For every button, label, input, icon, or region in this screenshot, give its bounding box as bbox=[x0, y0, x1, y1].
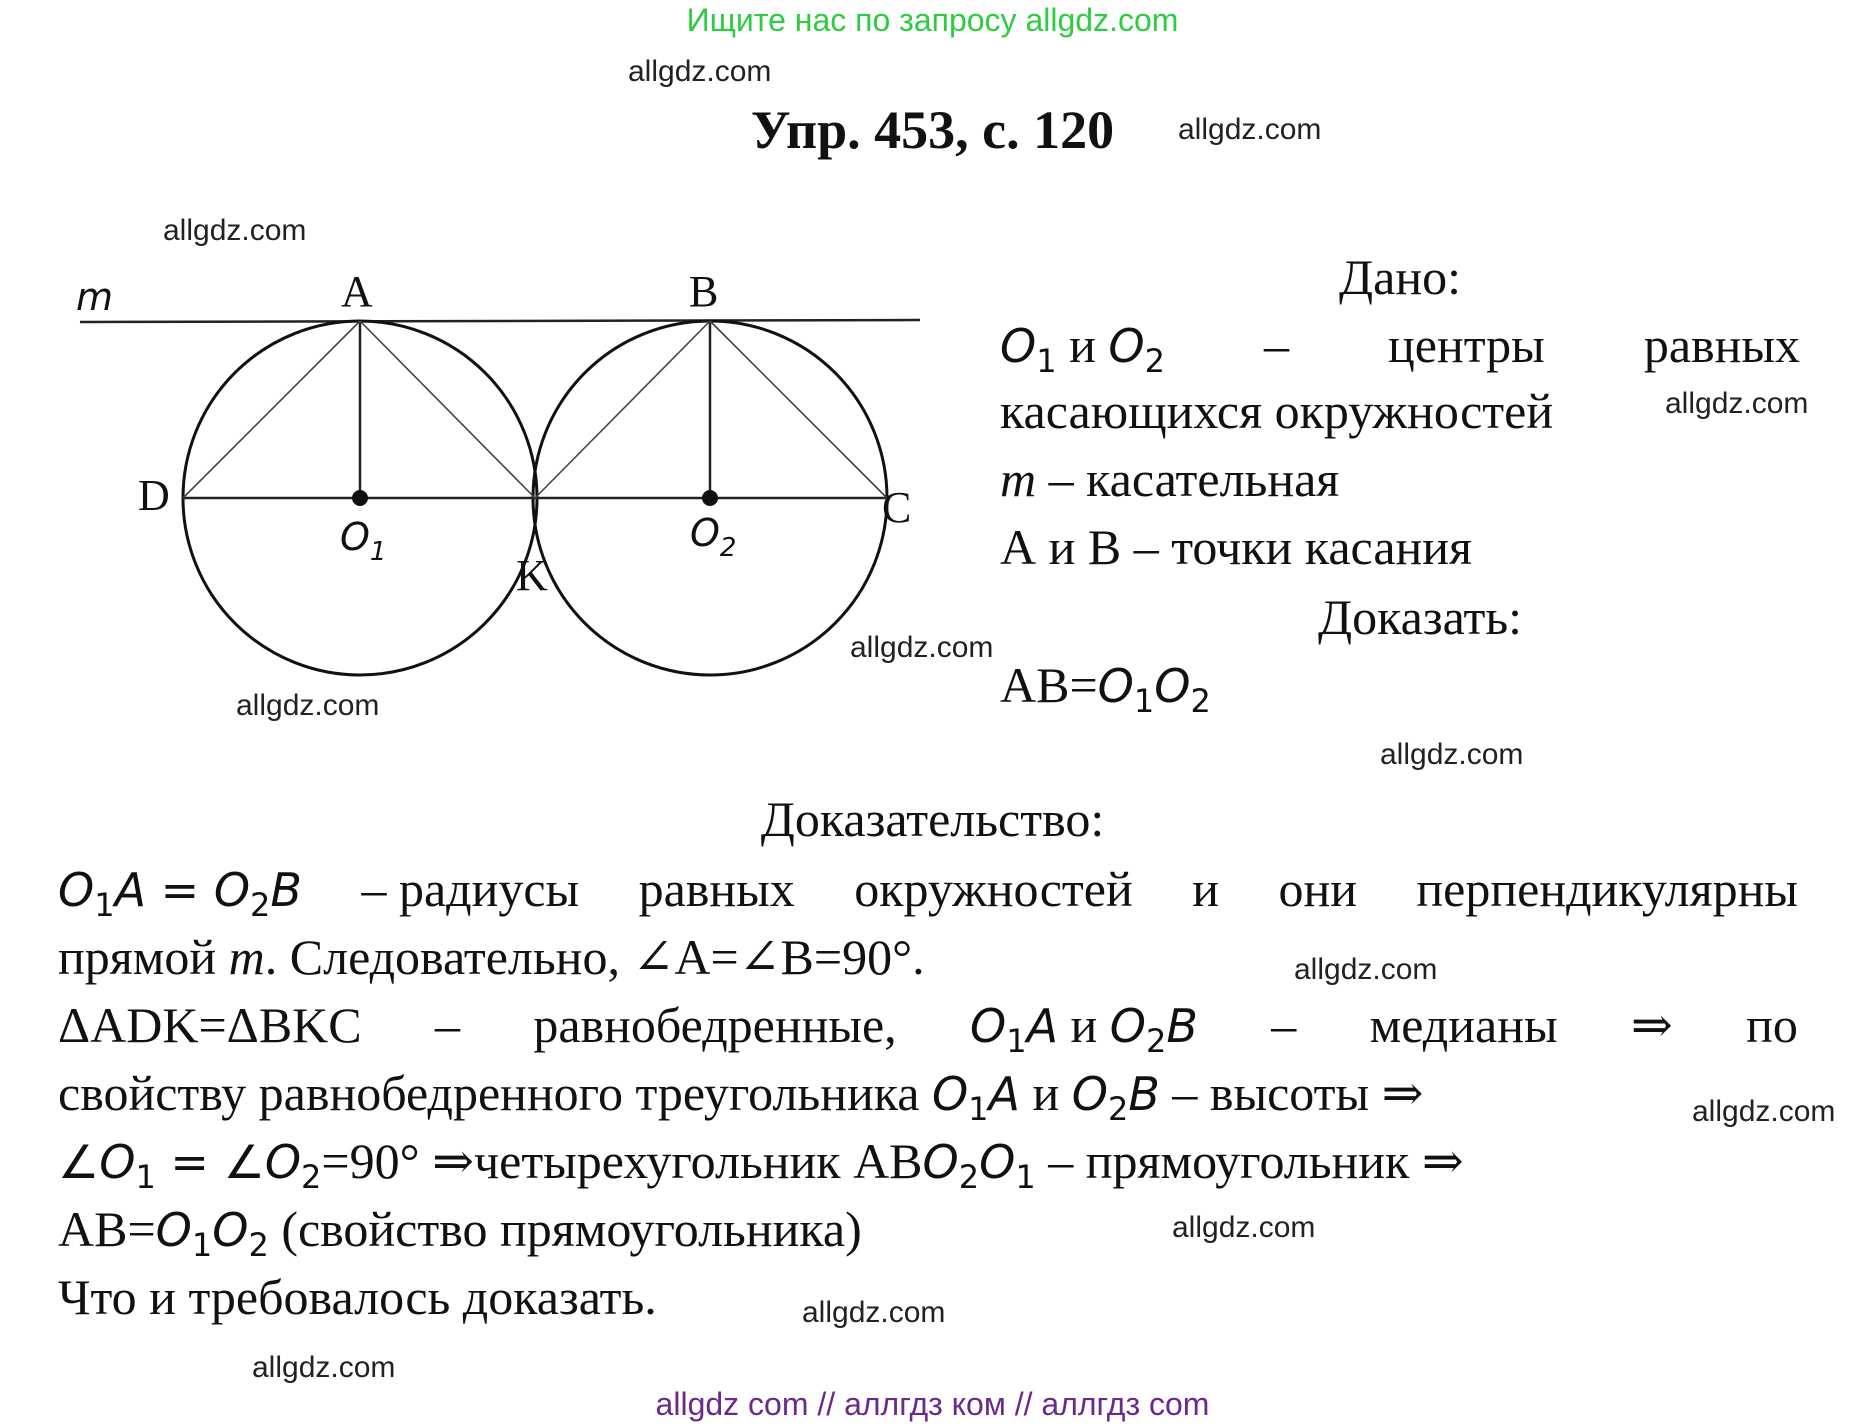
segment-b-c bbox=[710, 321, 887, 498]
label-o1: $O_1$ bbox=[340, 515, 387, 567]
segment-a-k bbox=[360, 321, 535, 498]
search-banner[interactable]: Ищите нас по запросу allgdz.com bbox=[686, 2, 1179, 38]
watermark: allgdz.com bbox=[236, 689, 380, 722]
watermark: allgdz.com bbox=[163, 214, 307, 247]
footer-links[interactable]: allgdz com // аллгдз ком // аллгдз com bbox=[655, 1386, 1210, 1422]
watermark: allgdz.com bbox=[850, 631, 994, 664]
proof-line-1: $O_1A = O_2B$ – радиусы равных окружностей и они перпендикулярны bbox=[58, 861, 1798, 924]
segment-k-b bbox=[535, 321, 710, 498]
label-b: B bbox=[689, 267, 719, 316]
given-heading: Дано: bbox=[1339, 249, 1461, 305]
tangent-line-m bbox=[80, 320, 920, 322]
label-d: D bbox=[138, 471, 170, 520]
segment-d-a bbox=[183, 321, 360, 498]
watermark: allgdz.com bbox=[252, 1351, 396, 1384]
given-line-3: m – касательная bbox=[1000, 451, 1340, 507]
center-dot-o1 bbox=[352, 490, 368, 506]
page-title: Упр. 453, с. 120 bbox=[750, 100, 1115, 160]
watermark: allgdz.com bbox=[802, 1296, 946, 1329]
watermark: allgdz.com bbox=[1294, 953, 1438, 986]
label-k: K bbox=[516, 551, 548, 600]
center-dot-o2 bbox=[702, 490, 718, 506]
watermark: allgdz.com bbox=[1380, 738, 1524, 771]
label-c: C bbox=[882, 483, 912, 532]
proof-line-5: $\angle O_1$ = $\angle O_2=90^\circ$ ⇒четырехугольник $АВO_2O_1$ – прямоугольник ⇒ bbox=[58, 1133, 1464, 1196]
geometry-figure bbox=[0, 0, 960, 700]
proof-line-3: ΔADK=ΔBKC – равнобедренные, $O_1A$ и $O_2B$ – медианы ⇒ по bbox=[58, 997, 1798, 1060]
watermark: allgdz.com bbox=[1172, 1211, 1316, 1244]
label-m: m bbox=[76, 275, 114, 319]
watermark: allgdz.com bbox=[1665, 387, 1809, 420]
proof-line-6: $АВ=O_1O_2$ (свойство прямоугольника) bbox=[58, 1201, 862, 1264]
proof-heading: Доказательство: bbox=[760, 791, 1105, 847]
proof-line-7: Что и требовалось доказать. bbox=[58, 1269, 657, 1325]
watermark: allgdz.com bbox=[1178, 113, 1322, 146]
given-line-2: касающихся окружностей bbox=[1000, 383, 1554, 439]
label-a: A bbox=[341, 267, 373, 316]
label-o2: $O_2$ bbox=[690, 511, 737, 563]
watermark: allgdz.com bbox=[1692, 1095, 1836, 1128]
proof-line-2: прямой m. Следовательно, ∠А=∠В=90°. bbox=[58, 929, 925, 985]
watermark: allgdz.com bbox=[628, 55, 772, 88]
given-line-4: А и В – точки касания bbox=[1000, 519, 1473, 575]
given-line-1: $O_1$ и $O_2$ – центры равных bbox=[1000, 312, 1800, 379]
prove-heading: Доказать: bbox=[1317, 589, 1523, 645]
given-centers: $O_1$ и $O_2$ bbox=[1000, 317, 1165, 380]
prove-statement: $АВ=O_1O_2$ bbox=[1000, 657, 1211, 720]
proof-line-4: свойству равнобедренного треугольника $O_1A$ и $O_2B$ – высоты ⇒ bbox=[58, 1065, 1424, 1128]
